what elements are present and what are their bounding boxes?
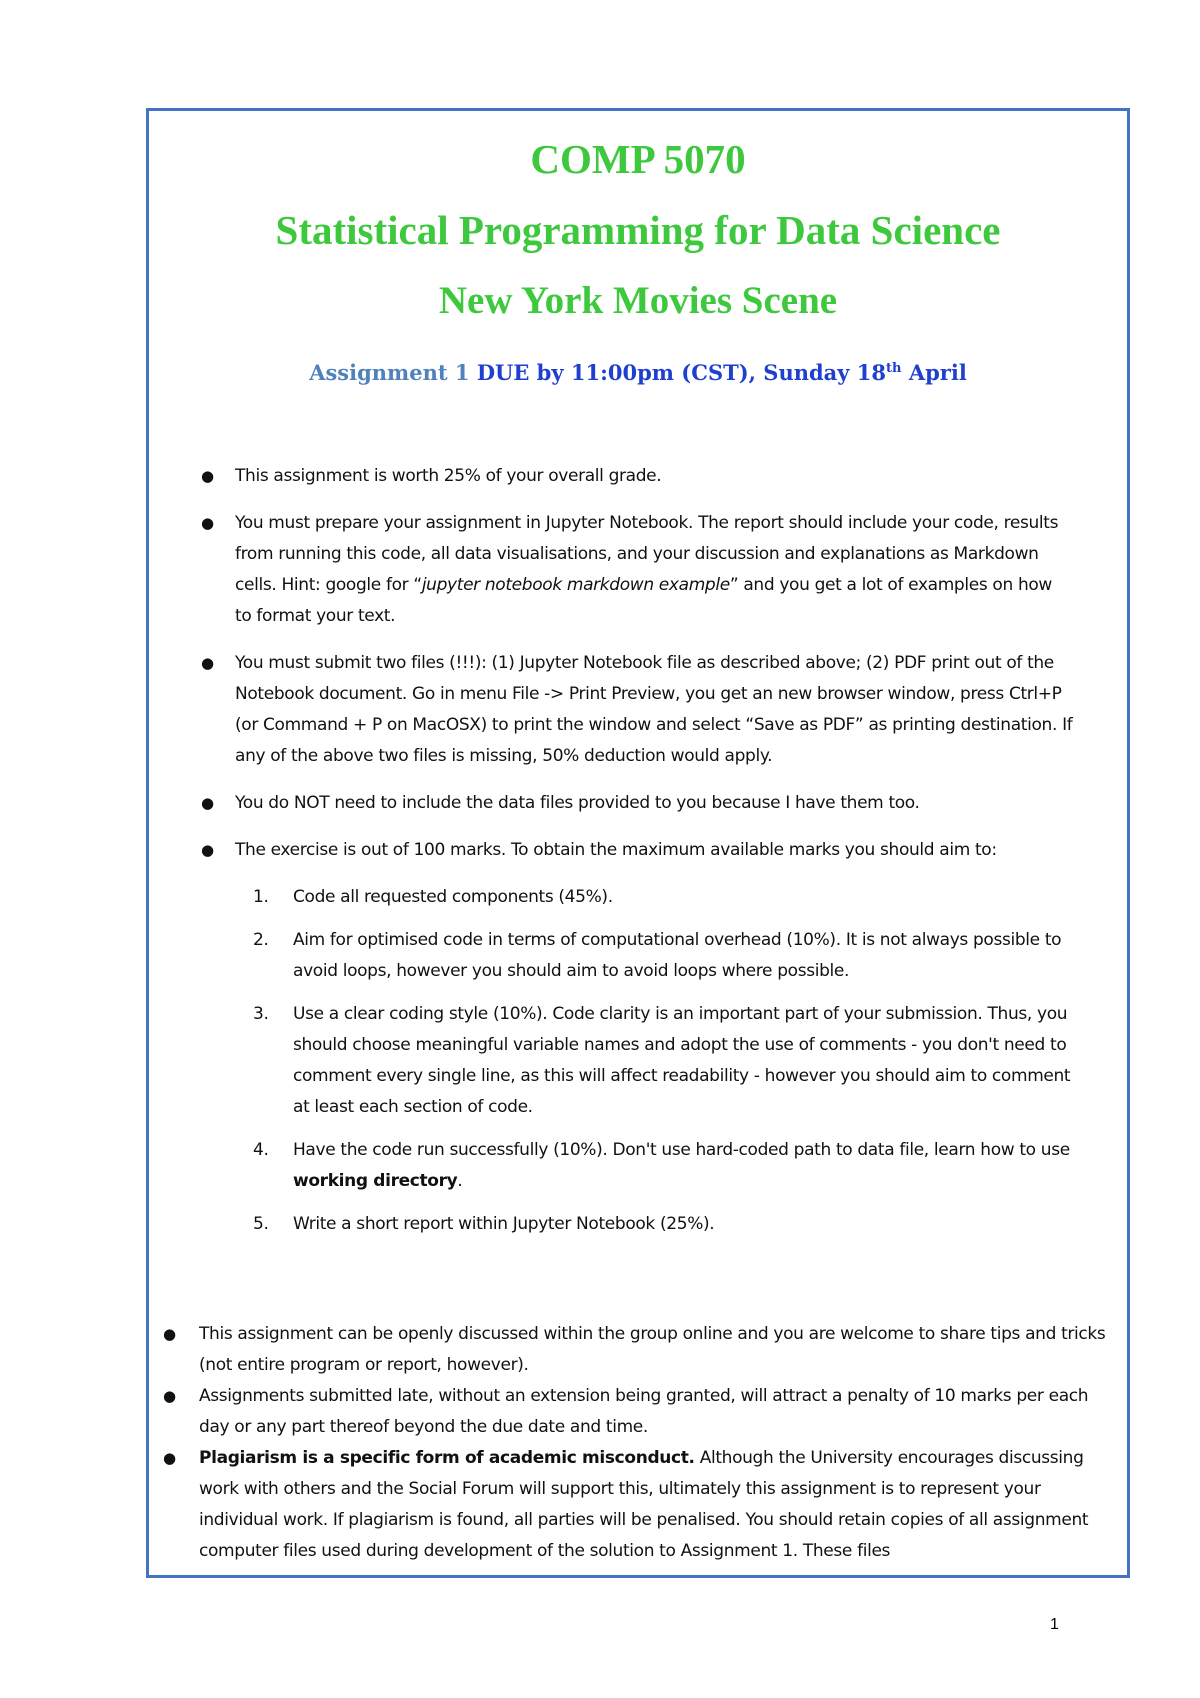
list-item xyxy=(149,461,1130,492)
prepare-hint: jupyter notebook markdown example xyxy=(421,575,730,595)
prepare-text-end: ” and you get a lot of examples on how to format your text. xyxy=(235,575,1052,626)
list-item xyxy=(149,1319,1130,1381)
list-item xyxy=(149,508,1130,632)
marking-end: . xyxy=(457,1171,463,1191)
list-item xyxy=(149,835,1130,1240)
due-month: April xyxy=(908,360,967,385)
bullet-icon: ● xyxy=(201,467,214,485)
marking-number: 4. xyxy=(253,1140,269,1160)
submit-text: You must submit two files (!!!): (1) Jupyter Notebook file as described above; (2) PDF print out of the Notebook document. Go in menu File -> Print Preview, you get an new browser window, press Ctrl+P (or Command + P on MacOSX) to print the window and select “Save as PDF” as printing destination. If any of the above two files is missing, 50% deduction would apply. xyxy=(235,653,1073,766)
marking-item xyxy=(235,999,1073,1123)
discussion-text: This assignment can be openly discussed within the group online and you are welcome to share tips and tricks (not entire program or report, however). xyxy=(199,1324,1106,1375)
bullet-icon: ● xyxy=(201,654,214,672)
late-text: Assignments submitted late, without an extension being granted, will attract a penalty of 10 marks per each day or any part thereof beyond the due date and time. xyxy=(199,1386,1089,1437)
bullet-icon: ● xyxy=(201,514,214,532)
marking-list xyxy=(235,882,1073,1240)
bullet-icon: ● xyxy=(163,1449,176,1467)
title-block xyxy=(149,135,1127,325)
list-item xyxy=(149,1381,1130,1443)
marking-item xyxy=(235,1135,1073,1197)
page-number: 1 xyxy=(1050,1616,1059,1633)
marking-bold: working directory xyxy=(293,1171,458,1191)
due-suffix: th xyxy=(886,361,902,376)
due-text: DUE by 11:00pm (CST), Sunday 18 xyxy=(476,360,887,385)
bullet-icon: ● xyxy=(163,1387,176,1405)
course-title: Statistical Programming for Data Science xyxy=(275,207,1001,253)
marking-text: Use a clear coding style (10%). Code clarity is an important part of your submission. Thus, you should choose meaningful variable names and adopt the use of comments - you don't need to comment every single line, as this will affect readability - however you should aim to comment at least each section of code. xyxy=(293,1004,1071,1117)
bullet-icon: ● xyxy=(201,841,214,859)
marking-number: 1. xyxy=(253,887,269,907)
marks-intro-text: The exercise is out of 100 marks. To obtain the maximum available marks you should aim to: xyxy=(235,840,997,860)
marking-item xyxy=(235,882,1073,913)
plagiarism-heading: Plagiarism is a specific form of academic misconduct. xyxy=(199,1448,695,1468)
marking-number: 2. xyxy=(253,930,269,950)
marking-item xyxy=(235,925,1073,987)
marking-text: Have the code run successfully (10%). Don't use hard-coded path to data file, learn how to use xyxy=(293,1140,1070,1160)
marking-number: 3. xyxy=(253,1004,269,1024)
plagiarism-text: Although the University encourages discussing work with others and the Social Forum will support this, ultimately this assignment is to represent your individual work. If plagiarism is found, all parties will be penalised. You should retain copies of all assignment computer files used during development of the solution to Assignment 1. These files xyxy=(199,1448,1089,1561)
due-label: Assignment 1 xyxy=(309,360,470,385)
policy-list xyxy=(149,1319,1130,1567)
requirements-list xyxy=(149,461,1130,1256)
bullet-icon: ● xyxy=(201,794,214,812)
marking-text: Write a short report within Jupyter Notebook (25%). xyxy=(293,1214,715,1234)
course-code: COMP 5070 xyxy=(530,136,746,182)
page-border xyxy=(146,108,1130,1578)
data-files-text: You do NOT need to include the data files provided to you because I have them too. xyxy=(235,793,920,813)
bullet-icon: ● xyxy=(163,1325,176,1343)
worth-text: This assignment is worth 25% of your overall grade. xyxy=(235,466,662,486)
marking-number: 5. xyxy=(253,1214,269,1234)
list-item xyxy=(149,1443,1130,1567)
list-item xyxy=(149,788,1130,819)
marking-item xyxy=(235,1209,1073,1240)
due-line xyxy=(149,355,1127,387)
assignment-title: New York Movies Scene xyxy=(438,279,838,322)
list-item xyxy=(149,648,1130,772)
marking-text: Aim for optimised code in terms of computational overhead (10%). It is not always possible to avoid loops, however you should aim to avoid loops where possible. xyxy=(293,930,1062,981)
marking-text: Code all requested components (45%). xyxy=(293,887,613,907)
prepare-text: You must prepare your assignment in Jupyter Notebook. The report should include your code, results from running this code, all data visualisations, and your discussion and explanations as Markdown cells. Hint: google for “ xyxy=(235,513,1059,595)
